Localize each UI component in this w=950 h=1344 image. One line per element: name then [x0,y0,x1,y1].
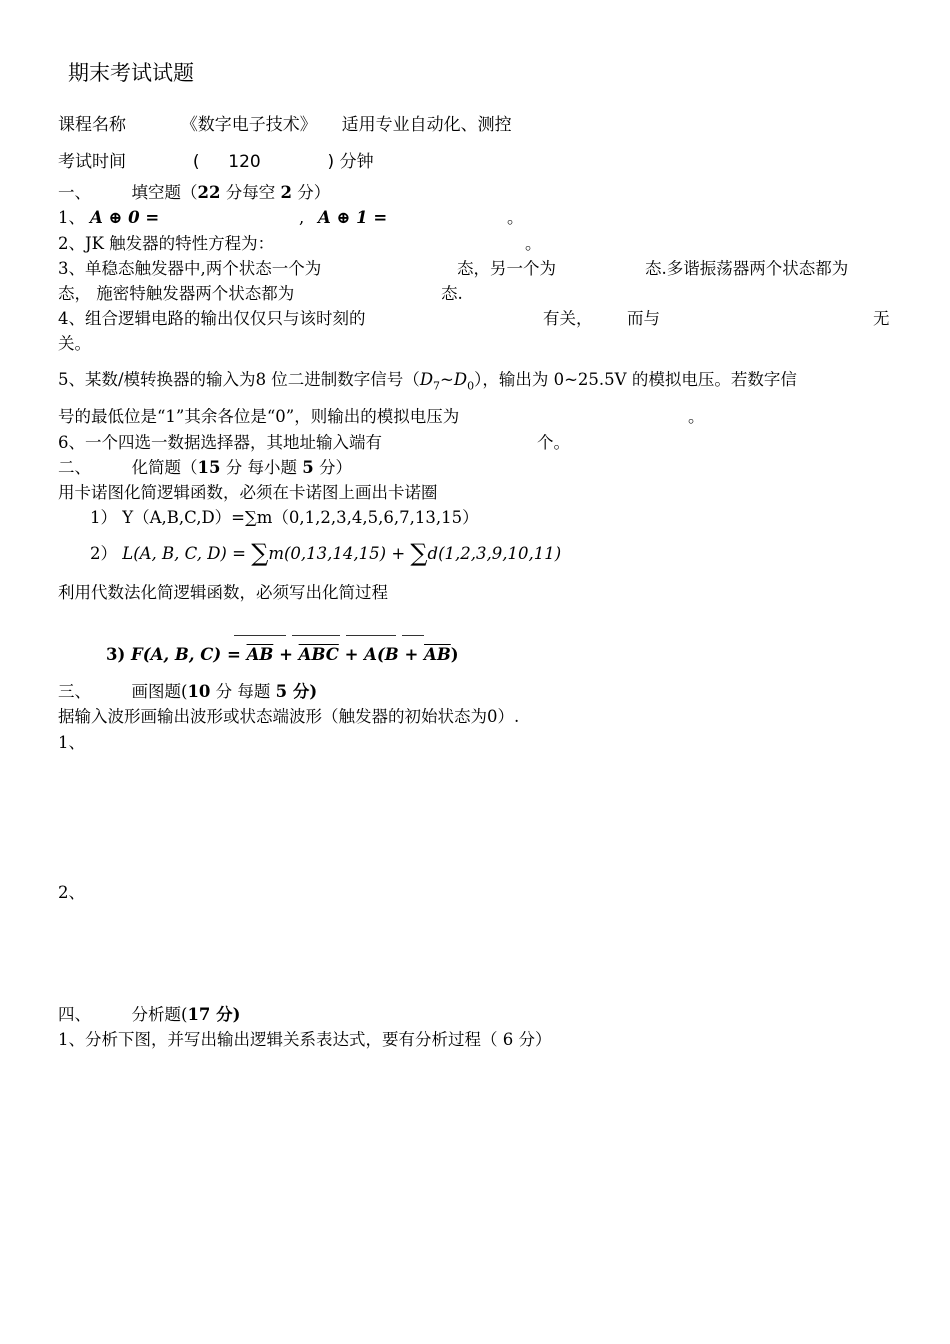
q5-line1 [58,369,797,397]
q4-part-d: 无 [873,309,890,328]
section1-title-a: 填空题（ [131,183,198,202]
course-name: 《数字电子技术》 [180,115,317,135]
q3-part-b: 态，另一个为 [457,259,556,278]
s2-p3-term1: $\overline{AB}$ [246,645,274,664]
section1-points: 22 [197,183,221,202]
s2-problem-3 [106,644,459,666]
section3-title-c: 分) [287,682,318,701]
s2-p2-num: 2） [90,544,117,563]
section2-title-a: 化简题（ [131,458,198,477]
section3-num: 三、 [58,682,91,701]
section3-title-b: 分 每题 [210,682,276,701]
section1-heading [58,182,330,204]
s2-p2-lhs: L(A, B, C, D) = [122,544,246,563]
q4-part-e: 关。 [58,334,91,353]
section4-title-c: 分) [210,1005,241,1024]
q6-part-a: 6、一个四选一数据选择器，其地址输入端有 [58,433,382,452]
s3-question-1: 1、 [58,733,85,752]
section2-title-c: 分） [313,458,352,477]
section2-heading [58,457,352,479]
q5-part-b: 8 位二进制数字信号（ [255,370,420,389]
q1-expr-xor-0: A ⊕ 0 = [90,208,160,227]
section4-points: 17 [187,1005,211,1024]
section1-points-each: 2 [280,183,292,202]
s2-problem-2 [90,540,561,565]
time-unit: 分钟 [339,152,374,172]
time-label: 考试时间 [58,152,126,172]
sum-symbol-dontcare: ∑ [410,539,428,567]
course-name-row [58,114,512,136]
section3-heading [58,681,317,703]
q5-part-a: 5、某数/模转换器的输入为 [58,370,256,389]
s2-problem-1: 1） Y（A,B,C,D）=∑m（0,1,2,3,4,5,6,7,13,15） [90,508,479,527]
time-value: 120 [228,152,261,172]
section1-num: 一、 [58,183,91,202]
major-value: 自动化、测控 [409,115,512,135]
section2-intro-algebra: 利用代数法化简逻辑函数，必须写出化简过程 [58,583,388,602]
q3-part-a: 3、单稳态触发器中,两个状态一个为 [58,259,322,278]
section4-num: 四、 [58,1005,91,1024]
q1-num: 1、 [58,208,85,227]
q6-part-b: 个。 [537,433,570,452]
s2-p2-dontcares: d(1,2,3,9,10,11) [427,544,562,563]
q5-tilde: ~ [440,370,454,389]
q5-d7: D [419,370,434,389]
formula3-dash-1 [234,635,286,636]
q2-end: 。 [525,234,542,253]
formula3-dash-4 [402,635,424,636]
major-label: 适用专业 [341,115,410,135]
q2-text: 2、JK 触发器的特性方程为： [58,234,275,253]
s3-question-2: 2、 [58,883,85,902]
sum-symbol: ∑ [251,539,269,567]
s2-p3-term2: $\overline{ABC}$ [298,645,339,664]
section4-heading [58,1004,240,1026]
s2-p2-minterms: m(0,13,14,15) + [268,544,406,563]
q5-part-c: ），输出为 0~25.5V 的模拟电压。若数字信 [474,370,797,389]
q5-end: 。 [688,407,705,426]
q3-part-d: 态， 施密特触发器两个状态都为 [58,284,295,303]
section3-points-each: 5 [275,682,288,701]
q5-d7-sub: 7 [433,379,441,393]
section2-intro-karnaugh: 用卡诺图化简逻辑函数，必须在卡诺图上画出卡诺圈 [58,483,438,502]
section2-points-each: 5 [302,458,314,477]
q1-separator: , [299,208,305,227]
section3-title-a: 画图题( [131,682,188,701]
q5-d0: D [453,370,468,389]
q1-expr-xor-1: A ⊕ 1 = [318,208,388,227]
exam-time-row [58,151,374,173]
q4-part-a: 4、组合逻辑电路的输出仅仅只与该时刻的 [58,309,366,328]
q3-part-e: 态. [441,284,463,303]
s2-p3-plus2: + A(B + [344,645,419,664]
section3-intro: 据输入波形画输出波形或状态端波形（触发器的初始状态为0）. [58,707,520,726]
section2-title-b: 分 每小题 [220,458,303,477]
section3-points: 10 [187,682,211,701]
section1-title-c: 分） [291,183,331,202]
s2-p3-close: ) [450,645,459,664]
s2-p3-plus1: + [279,645,293,664]
s2-p3-term3: $\overline{AB}$ [424,645,451,664]
s4-question-1: 1、分析下图，并写出输出逻辑关系表达式，要有分析过程（ 6 分） [58,1030,552,1049]
s2-p3-num: 3) [106,645,126,664]
s2-p3-lhs: F(A, B, C) = [131,645,241,664]
time-open-paren: ( [192,152,200,172]
section4-title-a: 分析题( [131,1005,188,1024]
time-close-paren: ) [327,152,335,172]
formula3-dash-3 [346,635,396,636]
formula3-dash-2 [292,635,340,636]
q3-part-c: 态.多谐振荡器两个状态都为 [645,259,849,278]
q4-part-b: 有关， [543,309,593,328]
section2-points: 15 [197,458,221,477]
q1-end: 。 [507,208,524,227]
q4-part-c: 而与 [627,309,660,328]
q5-d0-sub: 0 [467,379,475,393]
exam-title: 期末考试试题 [68,61,194,85]
section2-num: 二、 [58,458,91,477]
section1-title-b: 分每空 [220,183,281,202]
q5-part-d: 号的最低位是“1”其余各位是“0”，则输出的模拟电压为 [58,407,460,426]
course-label: 课程名称 [58,115,126,135]
